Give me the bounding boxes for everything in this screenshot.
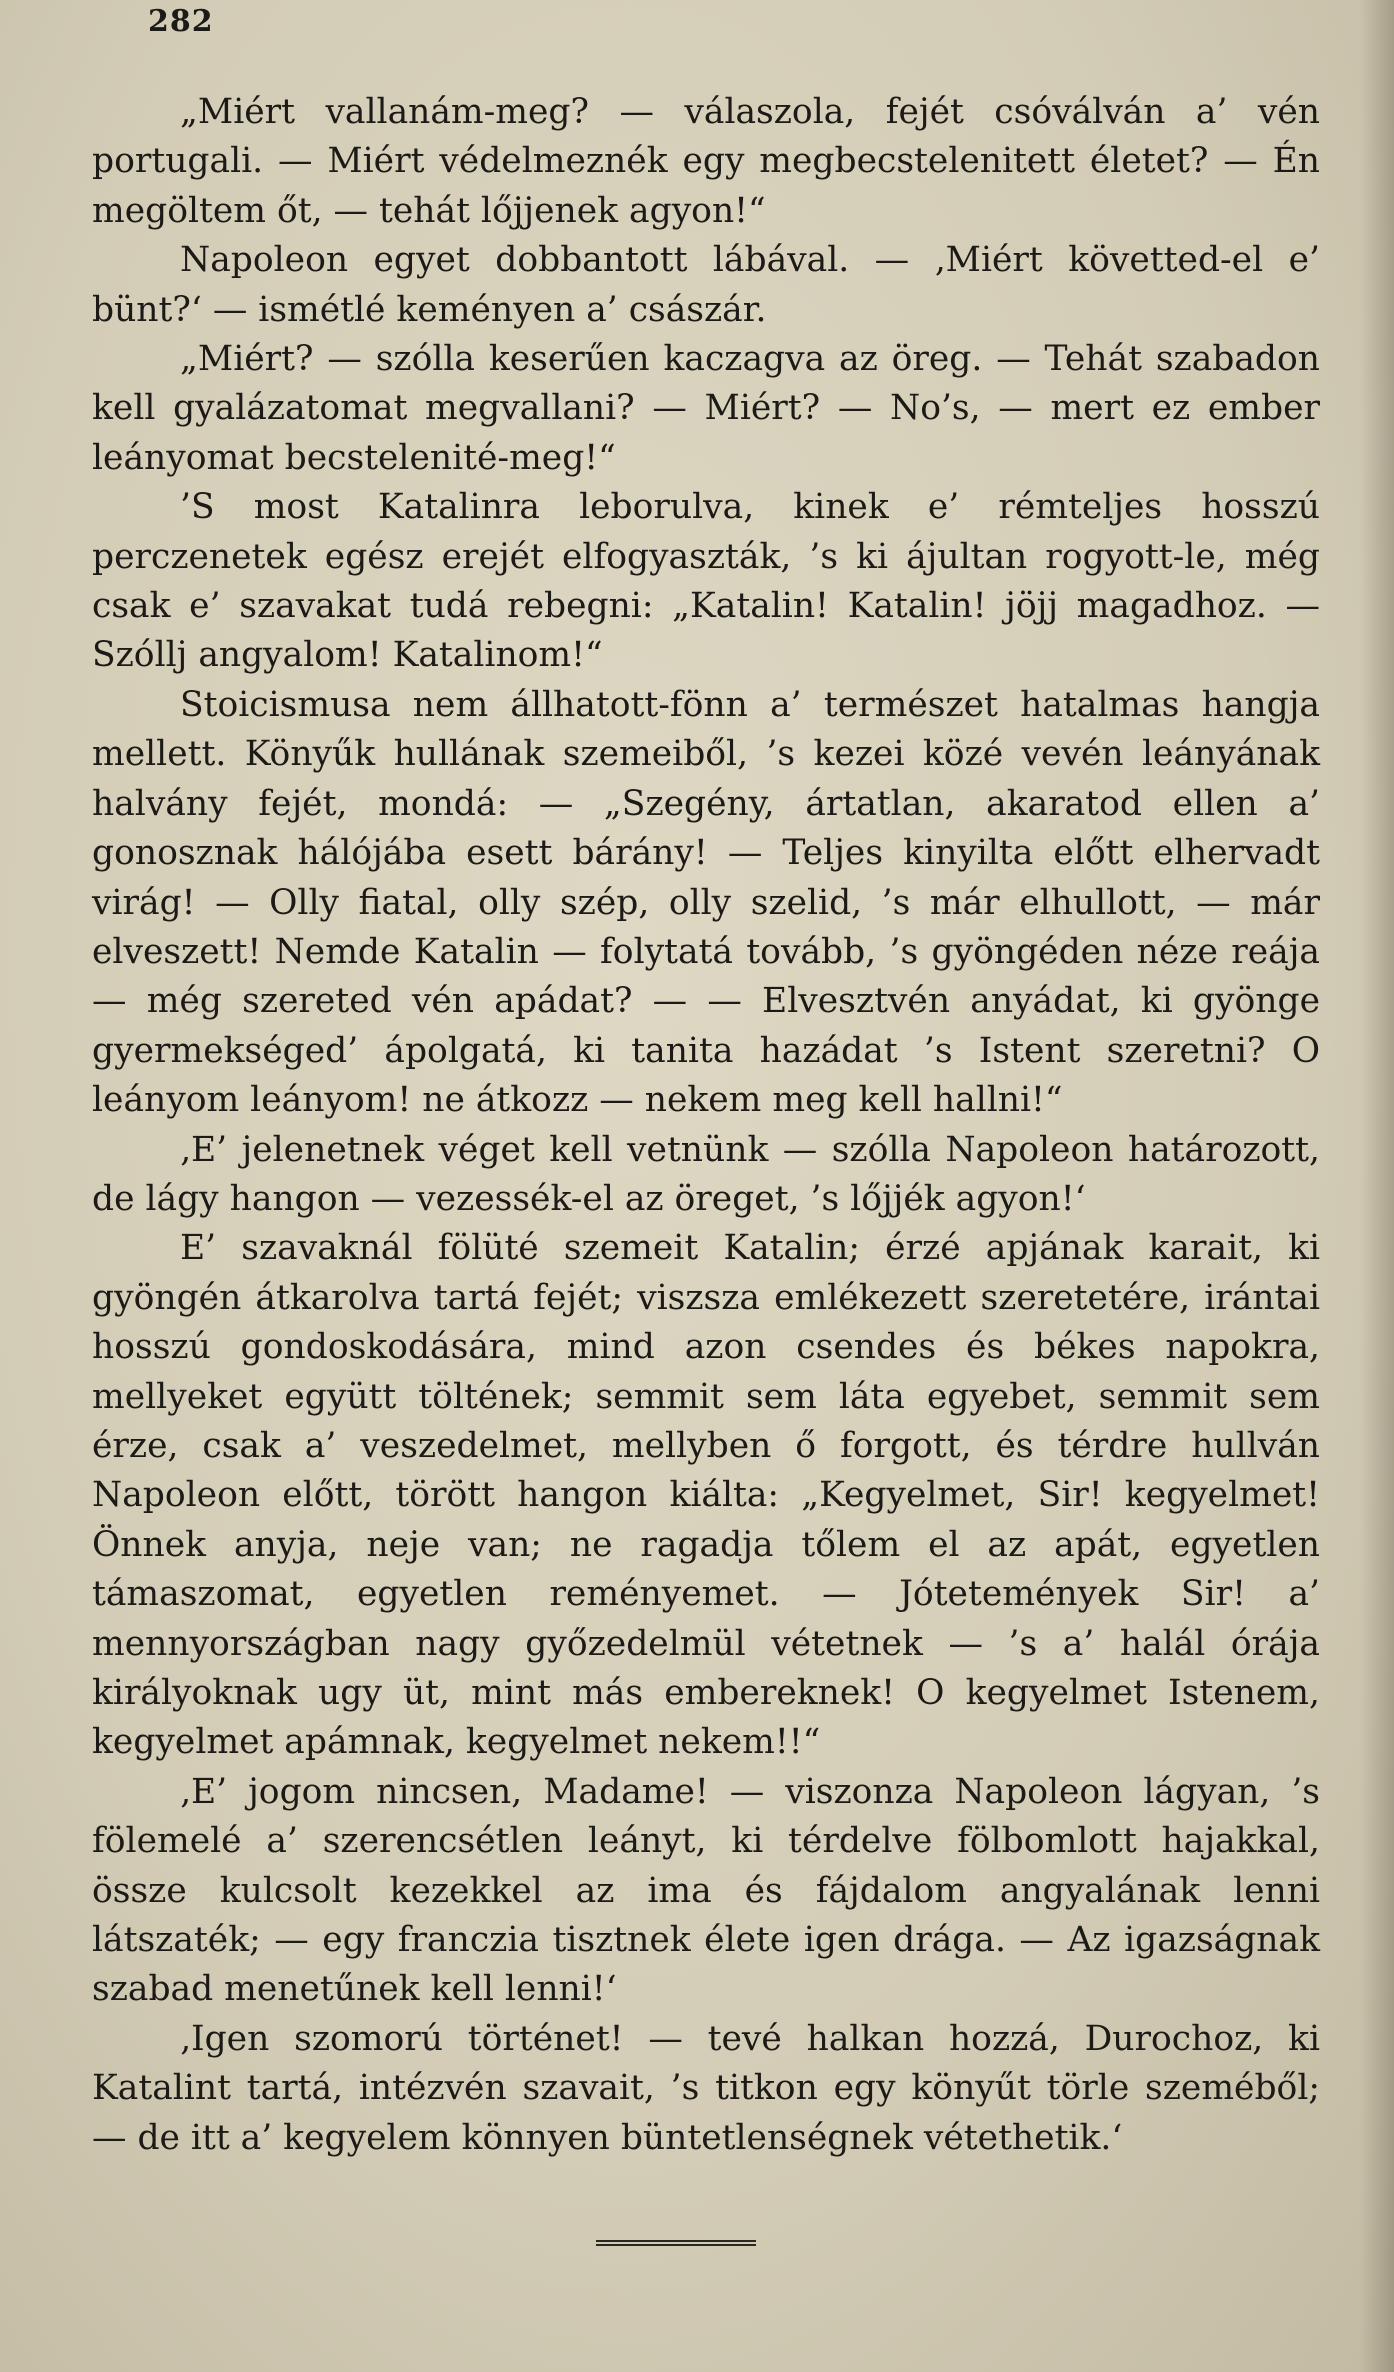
paragraph: Napoleon egyet dobbantott lábával. — ‚Miért követted-el e’ bünt?‘ — ismétlé keményen a’ császár. — [92, 240, 1320, 330]
paragraph: „Miért vallanám-meg? — válaszola, fejét csóválván a’ vén portugali. — Miért védelmeznék egy megbecstelenitett életet? — Én megöltem őt, — tehát lőjjenek agyon!“ — [92, 92, 1320, 231]
paragraph: ’S most Katalinra leborulva, kinek e’ rémteljes hosszú perczenetek egész erejét elfogyaszták, ’s ki ájultan rogyott-le, még csak e’ szavakat tudá rebegni: „Katalin! Katalin! jöjj magadhoz. — Szóllj angyalom! Katalinom!“ — [92, 487, 1320, 676]
page-number: 282 — [148, 4, 214, 39]
text-column — [92, 88, 1320, 2163]
end-rule — [596, 2240, 756, 2246]
paragraph: Stoicismusa nem állhatott-fönn a’ természet hatalmas hangja mellett. Könyűk hullának szemeiből, ’s kezei közé vevén leányának halvány fejét, mondá: — „Szegény, ártatlan, akaratod ellen a’ gonosznak hálójába esett bárány! — Teljes kinyilta előtt elhervadt virág! — Olly fiatal, olly szép, olly szelid, ’s már elhullott, — már elveszett! Nemde Katalin — folytatá tovább, ’s gyöngéden néze reája — még szereted vén apádat? — — Elvesztvén anyádat, ki gyönge gyermekséged’ ápolgatá, ki tanita hazádat ’s Istent szeretni? O leányom leányom! ne átkozz — nekem meg kell hallni!“ — [92, 684, 1320, 1121]
paragraph: E’ szavaknál fölüté szemeit Katalin; érzé apjának karait, ki gyöngén átkarolva tartá fejét; viszsza emlékezett szeretetére, irántai hosszú gondoskodására, mind azon csendes és békes napokra, mellyeket együtt töltének; semmit sem láta egyebet, semmit sem érze, csak a’ veszedelmet, mellyben ő forgott, és térdre hullván Napoleon előtt, törött hangon kiálta: „Kegyelmet, Sir! kegyelmet! Önnek anyja, neje van; ne ragadja tőlem el az apát, egyetlen támaszomat, egyetlen reményemet. — Jótetemények Sir! a’ mennyországban nagy győzedelmül vétetnek — ’s a’ halál órája királyoknak ugy üt, mint más embereknek! O kegyelmet Istenem, kegyelmet apámnak, kegyelmet nekem!!“ — [92, 1228, 1320, 1763]
paragraph: ‚E’ jogom nincsen, Madame! — viszonza Napoleon lágyan, ’s fölemelé a’ szerencsétlen leányt, ki térdelve fölbomlott hajakkal, össze kulcsolt kezekkel az ima és fájdalom angyalának lenni látszaték; — egy franczia tisztnek élete igen drága. — Az igazságnak szabad menetűnek kell lenni!‘ — [92, 1771, 1320, 2010]
paragraph: ‚Igen szomorú történet! — tevé halkan hozzá, Durochoz, ki Katalint tartá, intézvén szavait, ’s titkon egy könyűt törle szeméből; — de itt a’ kegyelem könnyen büntetlenségnek vétethetik.‘ — [92, 2018, 1320, 2158]
paragraph: „Miért? — szólla keserűen kaczagva az öreg. — Tehát szabadon kell gyalázatomat megvallani? — Miért? — No’s, — mert ez ember leányomat becstelenité-meg!“ — [92, 339, 1320, 478]
paragraph: ‚E’ jelenetnek véget kell vetnünk — szólla Napoleon határozott, de lágy hangon — vezessék-el az öreget, ’s lőjjék agyon!‘ — [92, 1129, 1320, 1219]
page-edge-shadow — [1360, 0, 1394, 2372]
